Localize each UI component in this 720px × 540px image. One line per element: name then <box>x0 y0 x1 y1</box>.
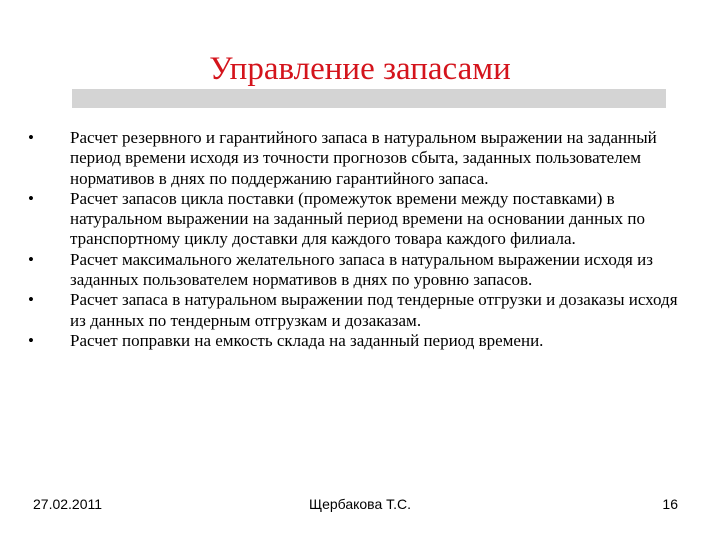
bullet-text: Расчет резервного и гарантийного запаса в натуральном выражении на заданный период времени исходя из точности прогнозов сбыта, заданных пользователем нормативов в днях по поддержанию гарантийного запаса. <box>70 128 657 188</box>
list-item <box>28 128 694 189</box>
title-underline-bar <box>72 89 666 108</box>
footer-author: Щербакова Т.С. <box>308 496 412 512</box>
list-item <box>28 250 694 291</box>
bullet-marker: • <box>28 290 34 310</box>
bullet-text: Расчет запасов цикла поставки (промежуток времени между поставками) в натуральном выражении на заданный период времени на основании данных по транспортному циклу доставки для каждого товара каждого филиала. <box>70 188 646 249</box>
bullet-marker: • <box>28 188 34 208</box>
page-number: 16 <box>662 496 678 512</box>
bullet-text: Расчет поправки на емкость склада на заданный период времени. <box>70 330 544 350</box>
bullet-marker: • <box>28 249 34 269</box>
footer-date: 27.02.2011 <box>33 496 103 512</box>
bullet-text: Расчет запаса в натуральном выражении под тендерные отгрузки и дозаказы исходя из данных по тендерным отгрузкам и дозаказам. <box>70 290 678 330</box>
bullet-marker: • <box>28 128 34 147</box>
bullet-list <box>28 128 694 351</box>
list-item <box>28 331 694 351</box>
list-item <box>28 290 694 331</box>
bullet-text: Расчет максимального желательного запаса в натуральном выражении исходя из заданных пользователем нормативов в днях по уровню запасов. <box>70 249 653 290</box>
bullet-marker: • <box>28 330 34 350</box>
slide-title: Управление запасами <box>209 51 511 87</box>
list-item <box>28 189 694 250</box>
